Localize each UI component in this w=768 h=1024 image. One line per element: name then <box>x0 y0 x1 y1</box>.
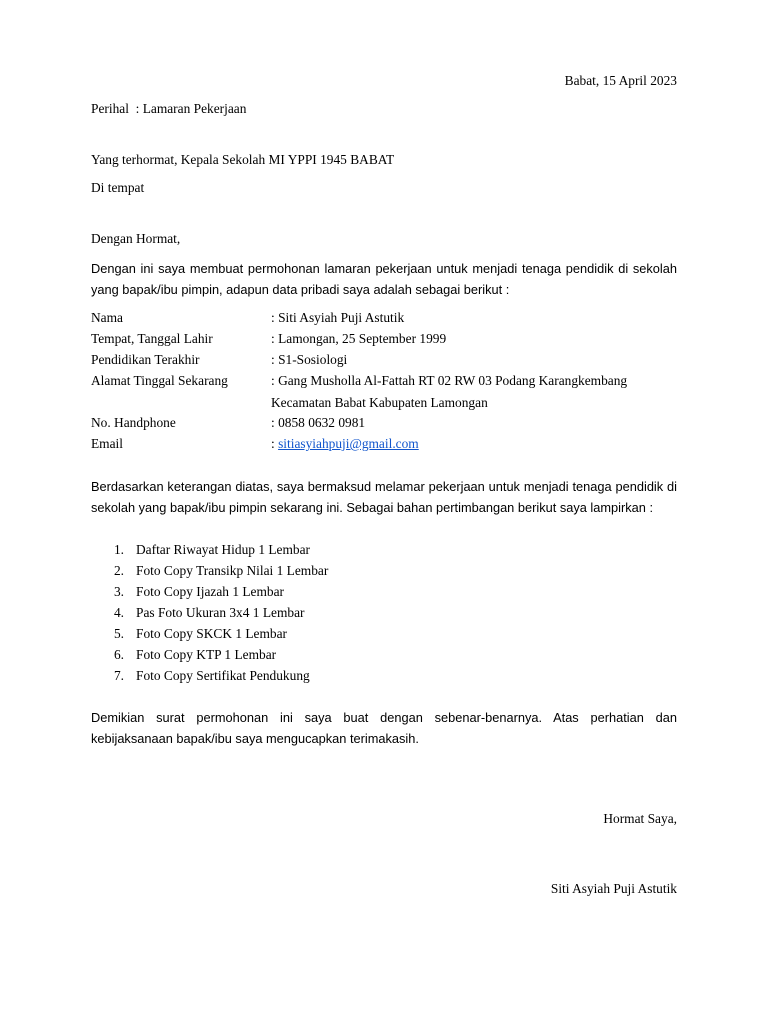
data-label-email: Email <box>91 436 123 451</box>
attachment-item: Foto Copy Transikp Nilai 1 Lembar <box>136 563 329 578</box>
letter-closing: Demikian surat permohonan ini saya buat dengan sebenar-benarnya. Atas perhatian dan kebijaksanaan bapak/ibu saya mengucapkan terimakasih. <box>91 710 677 746</box>
attachment-number: 5. <box>113 626 124 641</box>
letter-signatory: Siti Asyiah Puji Astutik <box>550 881 677 896</box>
letter-valediction: Hormat Saya, <box>603 811 677 826</box>
data-label-alamat: Alamat Tinggal Sekarang <box>91 373 228 388</box>
attachment-item: Pas Foto Ukuran 3x4 1 Lembar <box>136 605 305 620</box>
attachment-number: 3. <box>113 584 124 599</box>
email-prefix: : <box>271 436 279 451</box>
data-label-nama: Nama <box>91 310 123 325</box>
attachment-item: Foto Copy KTP 1 Lembar <box>136 647 277 662</box>
letter-date: Babat, 15 April 2023 <box>564 73 677 88</box>
attachment-number: 7. <box>113 668 124 683</box>
data-value-nama: : Siti Asyiah Puji Astutik <box>271 310 405 325</box>
attachment-number: 4. <box>113 605 124 620</box>
letter-place: Di tempat <box>91 180 145 195</box>
data-value-ttl: : Lamongan, 25 September 1999 <box>271 331 447 346</box>
letter-intro: Dengan ini saya membuat permohonan lamaran pekerjaan untuk menjadi tenaga pendidik di sekolah yang bapak/ibu pimpin, adapun data pribadi saya adalah sebagai berikut : <box>91 261 677 297</box>
data-value-alamat-line2: Kecamatan Babat Kabupaten Lamongan <box>271 395 488 410</box>
attachment-number: 2. <box>113 563 124 578</box>
data-value-handphone: : 0858 0632 0981 <box>271 415 366 430</box>
attachment-item: Daftar Riwayat Hidup 1 Lembar <box>136 542 311 557</box>
data-label-pendidikan: Pendidikan Terakhir <box>91 352 200 367</box>
attachment-item: Foto Copy SKCK 1 Lembar <box>136 626 288 641</box>
email-link[interactable]: sitiasyiahpuji@gmail.com <box>278 436 419 451</box>
data-label-ttl: Tempat, Tanggal Lahir <box>91 331 213 346</box>
attachment-number: 1. <box>113 542 124 557</box>
data-value-email <box>271 436 419 452</box>
data-value-pendidikan: : S1-Sosiologi <box>271 352 348 367</box>
attachment-item: Foto Copy Sertifikat Pendukung <box>136 668 310 683</box>
letter-body: Berdasarkan keterangan diatas, saya bermaksud melamar pekerjaan untuk menjadi tenaga pendidik di sekolah yang bapak/ibu pimpin sekarang ini. Sebagai bahan pertimbangan berikut saya lampirkan : <box>91 479 677 515</box>
attachment-item: Foto Copy Ijazah 1 Lembar <box>136 584 285 599</box>
data-value-alamat: : Gang Musholla Al-Fattah RT 02 RW 03 Podang Karangkembang <box>271 373 628 388</box>
attachment-number: 6. <box>113 647 124 662</box>
letter-subject: Perihal : Lamaran Pekerjaan <box>91 101 247 116</box>
letter-recipient: Yang terhormat, Kepala Sekolah MI YPPI 1945 BABAT <box>91 152 395 167</box>
letter-greeting: Dengan Hormat, <box>91 231 181 246</box>
data-label-handphone: No. Handphone <box>91 415 176 430</box>
